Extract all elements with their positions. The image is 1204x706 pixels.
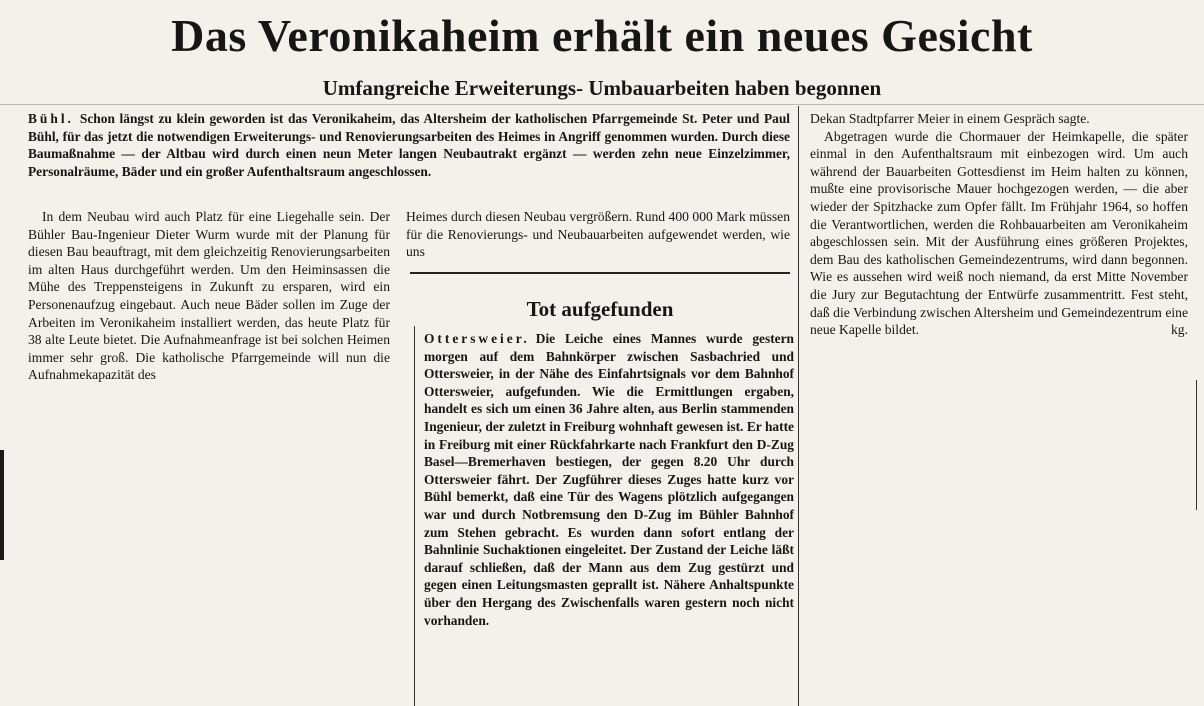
- lead-paragraph: [28, 110, 790, 180]
- second-article-text: Die Leiche eines Mannes wurde gestern morgen auf dem Bahnkörper zwischen Sasbachried und Ottersweier, in der Nähe des Einfahrtsignals vor dem Bahnhof Ottersweier, aufgefunden. Wie die Ermittlungen ergaben, handelt es sich um einen 36 Jahre alten, aus Berlin stammenden Ingenieur, der zuletzt in Freiburg wohnhaft gewesen ist. Er hatte in Freiburg mit einer Rückfahrkarte nach Frankfurt den D-Zug Basel—Bremerhaven bestiegen, der gegen 8.20 Uhr durch Ottersweier fährt. Der Zugführer dieses Zuges hatte kurz vor Bühl bemerkt, daß eine Tür des Wagens plötzlich aufgegangen war und durch Notbremsung den D-Zug im Bühler Bahnhof zum Stehen gebracht. Es wurden dann sofort entlang der Bahnlinie Suchaktionen eingeleitet. Der Zustand der Leiche läßt darauf schließen, daß der Mann aus dem Zug gestürzt und gegen einen Leitungsmasten geprallt ist. Nähere Anhaltspunkte über den Hergang des Zwischenfalls waren gestern noch nicht vorhanden.: [424, 331, 794, 628]
- body-right-text: Abgetragen wurde die Chormauer der Heimkapelle, die später einmal in den Aufenthaltsraum mit einbezogen wird. Um auch während der Bauarbeiten Gottesdienst im Heim halten zu können, mußte eine provisorische Mauer hochgezogen werden, — die aber wieder der Spitzhacke zum Opfer fällt. Im Frühjahr 1964, so hoffen die Verantwortlichen, werden die Rohbauarbeiten am Veronikaheim abgeschlossen sein. Mit der Ausführung eines größeren Projektes, dem Bau des katholischen Gemeindezentrums, wird dann begonnen. Wie es aussehen wird weiß noch niemand, da erst Mitte November die Jury zur Begutachtung der Entwürfe zusammentritt. Fest steht, daß die Verbindung zwischen Altersheim und Gemeindezentrum eine neue Kapelle bildet.: [810, 128, 1188, 338]
- article-separator: [410, 272, 790, 274]
- scan-edge-mark: [0, 450, 4, 560]
- column-rule-edge: [1196, 380, 1197, 510]
- body-column-left: [28, 208, 390, 384]
- lead-text: Schon längst zu klein geworden ist das Veronikaheim, das Altersheim der katholischen Pfarrgemeinde St. Peter und Paul Bühl, für das jetzt die notwendigen Erweiterungs- und Renovierungsarbeiten des Heimes in Angriff genommen wurden. Durch diese Baumaßnahme — der Altbau wird durch einen neun Meter langen Neubautrakt ergänzt — werden zehn neue Einzelzimmer, Personalräume, Bäder und ein großer Aufenthaltsraum angeschlossen.: [28, 111, 790, 179]
- body-left-paragraph: In dem Neubau wird auch Platz für eine Liegehalle sein. Der Bühler Bau-Ingenieur Dieter Wurm wurde mit der Planung für diesen Bau beauftragt, mit dem gleichzeitig Renovierungsarbeiten im alten Haus durchgeführt werden. Um den Heiminsassen die Mühe des Treppensteigens in Zukunft zu ersparen, wird ein Personenaufzug eingebaut. Auch neue Bäder sollen im Zuge der Arbeiten im Veronikaheim installiert werden, das heute Platz für 38 alte Leute bietet. Die Aufnahmeanfrage ist bei solchen Heimen immer sehr groß. Die katholische Pfarrgemeinde will nun die Aufnahmekapazität des: [28, 209, 390, 383]
- subheadline: Umfangreiche Erweiterungs- Umbauarbeiten haben begonnen: [322, 76, 882, 100]
- column-rule-right: [798, 106, 799, 706]
- body-column-middle: [406, 208, 790, 261]
- body-column-right: [810, 110, 1188, 339]
- headline: Das Veronikaheim erhält ein neues Gesicht: [171, 10, 1033, 61]
- body-mid-paragraph: Heimes durch diesen Neubau vergrößern. Rund 400 000 Mark müssen für die Renovierungs- und Neubauarbeiten aufgewendet werden, wie uns: [406, 209, 790, 260]
- body-right-paragraph-1: Dekan Stadtpfarrer Meier in einem Gespräch sagte.: [810, 111, 1090, 126]
- body-right-paragraph-2: [810, 128, 1188, 339]
- author-signoff: kg.: [1171, 322, 1188, 338]
- column-rule-middle: [414, 326, 415, 706]
- lead-dateline: Bühl.: [28, 111, 74, 126]
- second-article-dateline: Ottersweier.: [424, 331, 530, 346]
- top-divider: [0, 104, 1204, 105]
- second-article-body: [424, 330, 794, 629]
- second-article-title: Tot aufgefunden: [526, 297, 674, 321]
